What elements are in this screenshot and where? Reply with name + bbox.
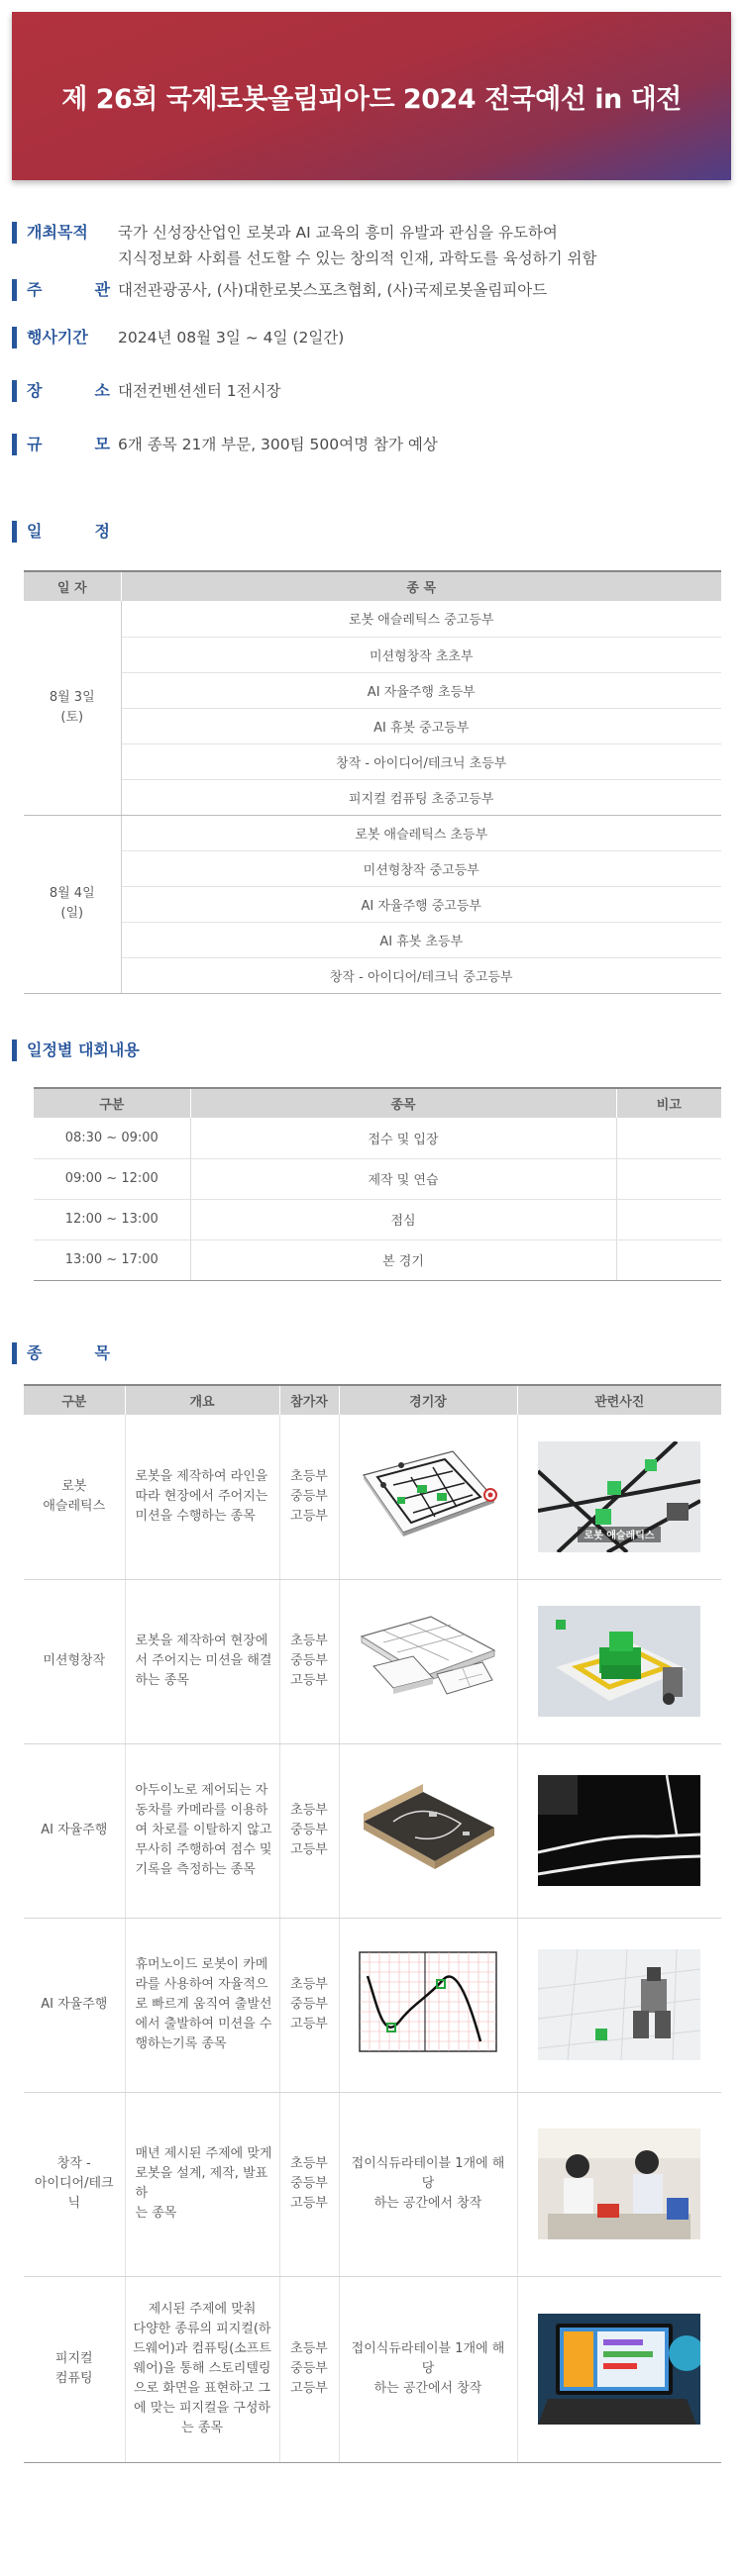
photo-illustration <box>538 1775 700 1886</box>
daily-section-title: 일정별 대회내용 <box>12 1040 140 1061</box>
section-marker <box>12 279 17 301</box>
mission-creation-photo <box>538 1606 700 1717</box>
table-row <box>34 1118 721 1158</box>
photo-caption: 로봇 애슬레틱스 <box>584 1530 655 1541</box>
daily-header-note: 비고 <box>616 1088 721 1118</box>
schedule-item: 창작 - 아이디어/테크닉 초등부 <box>121 743 721 779</box>
photo-illustration <box>538 1606 700 1717</box>
info-row-host <box>12 277 731 325</box>
event-venue: 접이식듀라테이블 1개에 해당 하는 공간에서 창작 <box>339 2092 517 2276</box>
event-participants: 초등부 중등부 고등부 <box>279 1918 339 2092</box>
table-row <box>24 2276 721 2462</box>
schedule-table <box>24 570 721 994</box>
events-table <box>24 1384 721 2463</box>
scale-text: 6개 종목 21개 부문, 300팀 500여명 참가 예상 <box>118 436 438 453</box>
event-photo <box>517 1415 721 1579</box>
table-row <box>24 779 721 815</box>
place-label: 장 소 <box>27 381 110 400</box>
events-header-participants: 참가자 <box>279 1385 339 1415</box>
photo-illustration <box>538 2314 700 2425</box>
daily-time: 08:30 ~ 09:00 <box>34 1118 190 1158</box>
table-row <box>24 815 721 850</box>
table-row <box>24 957 721 993</box>
event-name: 창작 - 아이디어/테크 닉 <box>24 2092 125 2276</box>
purpose-text: 국가 신성장산업인 로봇과 AI 교육의 흥미 유발과 관심을 유도하여 지식정보화 사회를 선도할 수 있는 창의적 인재, 과학도를 육성하기 위함 <box>118 224 597 267</box>
daily-content: 점심 <box>190 1199 616 1239</box>
schedule-item: AI 자율주행 초등부 <box>121 672 721 708</box>
scale-label: 규 모 <box>27 435 110 453</box>
schedule-item: 창작 - 아이디어/테크닉 중고등부 <box>121 957 721 993</box>
period-text: 2024년 08월 3일 ~ 4일 (2일간) <box>118 329 345 347</box>
schedule-item: AI 휴봇 중고등부 <box>121 708 721 743</box>
info-row-period <box>12 325 731 378</box>
table-row <box>24 850 721 886</box>
daily-content: 본 경기 <box>190 1239 616 1280</box>
mission-field-diagram <box>354 1603 502 1714</box>
table-row <box>24 708 721 743</box>
photo-illustration <box>538 2129 700 2239</box>
humanoid-course-diagram <box>354 1946 502 2057</box>
table-row <box>24 1579 721 1743</box>
event-summary: 로봇을 제작하여 현장에 서 주어지는 미션을 해결 하는 종목 <box>125 1579 279 1743</box>
event-venue <box>339 1579 517 1743</box>
table-row <box>24 637 721 672</box>
table-row <box>24 601 721 637</box>
daily-note <box>616 1118 721 1158</box>
event-info <box>12 220 731 471</box>
event-name: 피지컬 컴퓨팅 <box>24 2276 125 2462</box>
schedule-item: AI 휴봇 초등부 <box>121 922 721 957</box>
event-summary: 로봇을 제작하여 라인을 따라 현장에서 주어지는 미션을 수행하는 종목 <box>125 1415 279 1579</box>
schedule-header-event: 종 목 <box>121 571 721 601</box>
table-row <box>24 922 721 957</box>
daily-note <box>616 1239 721 1280</box>
section-marker <box>12 1342 17 1364</box>
events-header-summary: 개요 <box>125 1385 279 1415</box>
humanoid-photo <box>538 1949 700 2060</box>
events-header-category: 구분 <box>24 1385 125 1415</box>
physical-computing-photo <box>538 2314 700 2425</box>
event-participants: 초등부 중등부 고등부 <box>279 2276 339 2462</box>
table-row <box>24 2092 721 2276</box>
schedule-item: 미션형창작 중고등부 <box>121 850 721 886</box>
event-photo <box>517 1918 721 2092</box>
events-header-venue: 경기장 <box>339 1385 517 1415</box>
daily-time: 13:00 ~ 17:00 <box>34 1239 190 1280</box>
creative-photo <box>538 2129 700 2239</box>
event-name: 미션형창작 <box>24 1579 125 1743</box>
table-row <box>34 1158 721 1199</box>
events-section-title: 종 목 <box>12 1342 110 1364</box>
header-banner <box>12 12 731 180</box>
event-photo <box>517 1579 721 1743</box>
daily-program-table <box>34 1087 721 1281</box>
daily-note <box>616 1158 721 1199</box>
section-marker <box>12 1040 17 1061</box>
section-marker <box>12 380 17 402</box>
schedule-item: 로봇 애슬레틱스 중고등부 <box>121 601 721 637</box>
table-row <box>24 743 721 779</box>
host-label: 주 관 <box>27 280 110 299</box>
event-photo <box>517 2092 721 2276</box>
event-venue <box>339 1415 517 1579</box>
table-row <box>34 1239 721 1280</box>
event-participants: 초등부 중등부 고등부 <box>279 2092 339 2276</box>
event-name: AI 자율주행 <box>24 1743 125 1918</box>
schedule-date-day1: 8월 3일 (토) <box>24 601 121 815</box>
event-venue <box>339 1743 517 1918</box>
info-row-purpose <box>12 220 731 277</box>
section-marker <box>12 434 17 455</box>
event-venue: 접이식듀라테이블 1개에 해당 하는 공간에서 창작 <box>339 2276 517 2462</box>
table-row <box>24 1415 721 1579</box>
event-summary: 제시된 주제에 맞춰 다양한 종류의 피지컬(하 드웨어)과 컴퓨팅(소프트 웨어)을 통해 스토리텔링 으로 화면을 표현하고 그 에 맞는 피지컬을 구성하 는 종목 <box>125 2276 279 2462</box>
period-label: 행사기간 <box>27 328 88 347</box>
daily-time: 09:00 ~ 12:00 <box>34 1158 190 1199</box>
daily-content: 제작 및 연습 <box>190 1158 616 1199</box>
event-participants: 초등부 중등부 고등부 <box>279 1415 339 1579</box>
table-row <box>34 1199 721 1239</box>
section-marker <box>12 327 17 348</box>
event-photo <box>517 2276 721 2462</box>
photo-illustration <box>538 1441 700 1552</box>
photo-illustration <box>538 1949 700 2060</box>
event-photo <box>517 1743 721 1918</box>
daily-header-content: 종목 <box>190 1088 616 1118</box>
schedule-item: AI 자율주행 중고등부 <box>121 886 721 922</box>
section-marker <box>12 521 17 543</box>
robot-athletics-photo <box>538 1441 700 1552</box>
ai-driving-photo <box>538 1775 700 1886</box>
table-row <box>24 1743 721 1918</box>
daily-content: 접수 및 입장 <box>190 1118 616 1158</box>
schedule-date-day2: 8월 4일 (일) <box>24 815 121 993</box>
table-row <box>24 1918 721 2092</box>
daily-note <box>616 1199 721 1239</box>
event-summary: 아두이노로 제어되는 자 동차를 카메라를 이용하 여 차로를 이탈하지 않고 무사히 주행하여 점수 및 기록을 측정하는 종목 <box>125 1743 279 1918</box>
event-summary: 매년 제시된 주제에 맞게 로봇을 설계, 제작, 발표하 는 종목 <box>125 2092 279 2276</box>
purpose-label: 개최목적 <box>27 223 88 242</box>
schedule-item: 피지컬 컴퓨팅 초중고등부 <box>121 779 721 815</box>
event-name: 로봇 애슬레틱스 <box>24 1415 125 1579</box>
page-title: 제 26회 국제로봇올림피아드 2024 전국예선 in 대전 <box>61 83 682 115</box>
schedule-item: 로봇 애슬레틱스 초등부 <box>121 815 721 850</box>
table-row <box>24 886 721 922</box>
host-text: 대전관광공사, (사)대한로봇스포츠협회, (사)국제로봇올림피아드 <box>118 281 548 299</box>
daily-header-time: 구분 <box>34 1088 190 1118</box>
place-text: 대전컨벤션센터 1전시장 <box>118 382 281 400</box>
driving-track-diagram <box>354 1772 502 1883</box>
info-row-scale <box>12 432 731 471</box>
event-venue <box>339 1918 517 2092</box>
schedule-header-date: 일 자 <box>24 571 121 601</box>
event-name: AI 자율주행 <box>24 1918 125 2092</box>
schedule-section-title: 일 정 <box>12 521 110 543</box>
line-track-diagram <box>354 1437 502 1548</box>
schedule-item: 미션형창작 초초부 <box>121 637 721 672</box>
event-participants: 초등부 중등부 고등부 <box>279 1579 339 1743</box>
table-row <box>24 672 721 708</box>
daily-time: 12:00 ~ 13:00 <box>34 1199 190 1239</box>
event-participants: 초등부 중등부 고등부 <box>279 1743 339 1918</box>
events-header-photo: 관련사진 <box>517 1385 721 1415</box>
event-summary: 휴머노이드 로봇이 카메 라를 사용하여 자율적으 로 빠르게 움직여 출발선 에서 출발하여 미션을 수 행하는기록 종목 <box>125 1918 279 2092</box>
info-row-place <box>12 378 731 432</box>
section-marker <box>12 222 17 244</box>
